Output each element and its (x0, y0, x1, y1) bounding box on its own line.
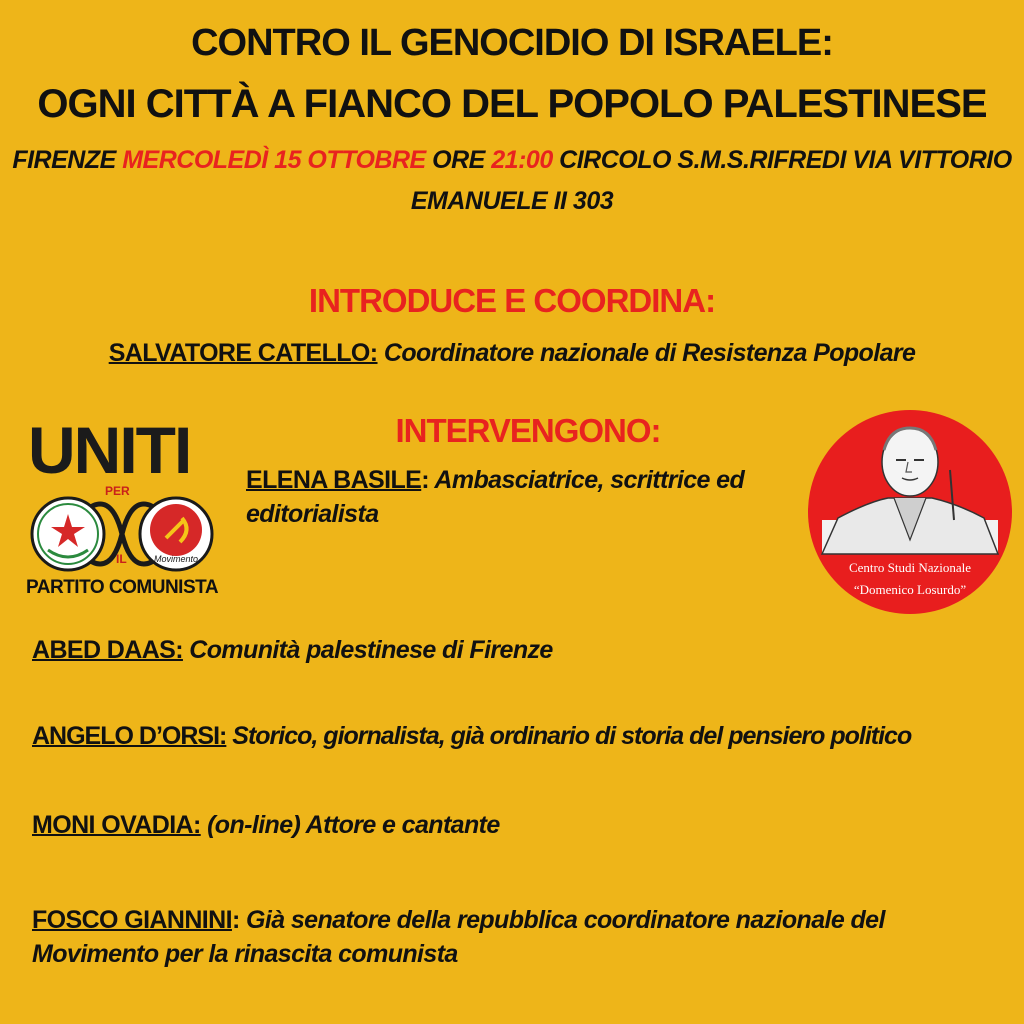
losurdo-logo (808, 410, 1012, 614)
speaker-role: Storico, giornalista, già ordinario di storia del pensiero politico (226, 722, 912, 750)
event-info-line-2: EMANUELE II 303 (410, 187, 614, 215)
logo-right-line-1: Centro Studi Nazionale (848, 560, 972, 575)
speaker-row (32, 633, 1012, 667)
logo-il-text: IL (116, 552, 127, 566)
event-info-line-1 (0, 146, 1024, 175)
speaker-name: MONI OVADIA: (32, 811, 201, 839)
speaker-row (246, 463, 806, 531)
svg-text:Movimento: Movimento (153, 554, 199, 564)
title-line-1: CONTRO IL GENOCIDIO DI ISRAELE: (191, 22, 833, 64)
event-date: MERCOLEDÌ 15 OTTOBRE (122, 146, 426, 174)
speaker-row (32, 808, 1012, 842)
speaker-role: (on-line) Attore e cantante (200, 811, 500, 839)
intro-heading: INTRODUCE E COORDINA: (308, 282, 716, 319)
event-time: 21:00 (491, 146, 553, 174)
speaker-name: ELENA BASILE (246, 466, 422, 494)
logo-right-line-2: “Domenico Losurdo” (853, 582, 967, 597)
logo-per-text: PER (105, 484, 130, 498)
event-city: FIRENZE (12, 146, 123, 174)
speaker-role: Ambasciatrice, scrittrice ed (428, 466, 745, 494)
title-line-2: OGNI CITTÀ A FIANCO DEL POPOLO PALESTINESE (37, 82, 987, 126)
speaker-sep: : (231, 906, 240, 934)
uniti-logo (22, 412, 222, 602)
speaker-role: Comunità palestinese di Firenze (182, 636, 553, 664)
speaker-role: Già senatore della repubblica coordinatore nazionale del (239, 906, 885, 934)
speaker-sep: : (421, 466, 429, 494)
intro-name: SALVATORE CATELLO: (108, 339, 378, 367)
event-ore: ORE (425, 146, 492, 174)
logo-uniti-text: UNITI (28, 413, 191, 487)
speaker-name: ANGELO D’ORSI: (32, 722, 227, 750)
speaker-role-cont: Movimento per la rinascita comunista (32, 940, 458, 968)
intro-row (0, 336, 1024, 370)
logo-partito-text: PARTITO COMUNISTA (26, 577, 219, 598)
speaker-row (32, 719, 1022, 753)
speaker-row (32, 903, 1012, 971)
speakers-heading: INTERVENGONO: (395, 412, 661, 449)
event-place: CIRCOLO S.M.S.RIFREDI VIA VITTORIO (552, 146, 1012, 174)
portrait-illustration (808, 410, 1012, 560)
intro-role: Coordinatore nazionale di Resistenza Popolare (377, 339, 916, 367)
speaker-name: FOSCO GIANNINI (32, 906, 232, 934)
speaker-role-cont: editorialista (246, 500, 379, 528)
speaker-name: ABED DAAS: (32, 636, 183, 664)
